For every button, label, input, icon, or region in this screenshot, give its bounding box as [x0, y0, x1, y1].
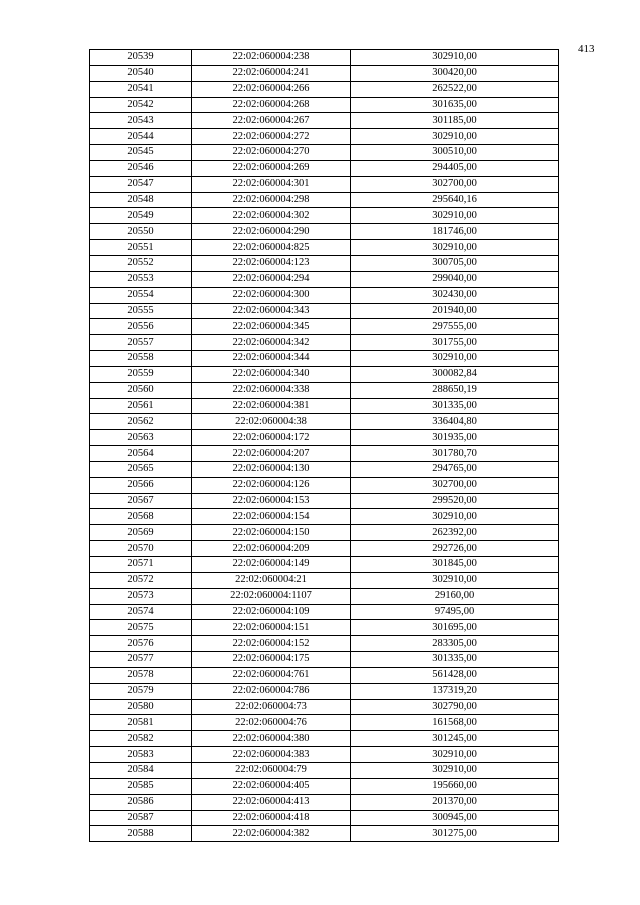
row-number-cell: 20587: [90, 810, 192, 826]
row-number-cell: 20559: [90, 366, 192, 382]
value-cell: 300082,84: [351, 366, 559, 382]
cadastral-number-cell: 22:02:060004:126: [192, 477, 351, 493]
value-cell: 262392,00: [351, 525, 559, 541]
table-row: [90, 271, 559, 287]
row-number-cell: 20576: [90, 636, 192, 652]
cadastral-number-cell: 22:02:060004:340: [192, 366, 351, 382]
row-number-cell: 20581: [90, 715, 192, 731]
value-cell: 161568,00: [351, 715, 559, 731]
cadastral-number-cell: 22:02:060004:338: [192, 382, 351, 398]
row-number-cell: 20545: [90, 145, 192, 161]
value-cell: 302910,00: [351, 240, 559, 256]
cadastral-number-cell: 22:02:060004:343: [192, 303, 351, 319]
row-number-cell: 20547: [90, 176, 192, 192]
row-number-cell: 20549: [90, 208, 192, 224]
table-row: [90, 366, 559, 382]
row-number-cell: 20569: [90, 525, 192, 541]
cadastral-number-cell: 22:02:060004:380: [192, 731, 351, 747]
row-number-cell: 20542: [90, 97, 192, 113]
value-cell: 301245,00: [351, 731, 559, 747]
value-cell: 301845,00: [351, 557, 559, 573]
table-row: [90, 65, 559, 81]
page-number: 413: [578, 43, 595, 55]
row-number-cell: 20548: [90, 192, 192, 208]
value-cell: 301935,00: [351, 430, 559, 446]
table-row: [90, 715, 559, 731]
table-row: [90, 303, 559, 319]
table-row: [90, 762, 559, 778]
value-cell: 300705,00: [351, 255, 559, 271]
row-number-cell: 20573: [90, 588, 192, 604]
cadastral-number-cell: 22:02:060004:209: [192, 541, 351, 557]
row-number-cell: 20552: [90, 255, 192, 271]
cadastral-number-cell: 22:02:060004:1107: [192, 588, 351, 604]
table-row: [90, 525, 559, 541]
row-number-cell: 20588: [90, 826, 192, 842]
cadastral-number-cell: 22:02:060004:123: [192, 255, 351, 271]
cadastral-number-cell: 22:02:060004:345: [192, 319, 351, 335]
table-row: [90, 97, 559, 113]
value-cell: 283305,00: [351, 636, 559, 652]
table-row: [90, 129, 559, 145]
cadastral-number-cell: 22:02:060004:342: [192, 335, 351, 351]
table-row: [90, 382, 559, 398]
value-cell: 195660,00: [351, 778, 559, 794]
cadastral-number-cell: 22:02:060004:300: [192, 287, 351, 303]
row-number-cell: 20574: [90, 604, 192, 620]
table-row: [90, 493, 559, 509]
row-number-cell: 20571: [90, 557, 192, 573]
table-row: [90, 240, 559, 256]
table-row: [90, 557, 559, 573]
cadastral-number-cell: 22:02:060004:302: [192, 208, 351, 224]
cadastral-number-cell: 22:02:060004:268: [192, 97, 351, 113]
value-cell: 301335,00: [351, 652, 559, 668]
row-number-cell: 20543: [90, 113, 192, 129]
table-row: [90, 683, 559, 699]
cadastral-number-cell: 22:02:060004:154: [192, 509, 351, 525]
row-number-cell: 20564: [90, 446, 192, 462]
row-number-cell: 20563: [90, 430, 192, 446]
row-number-cell: 20567: [90, 493, 192, 509]
cadastral-number-cell: 22:02:060004:150: [192, 525, 351, 541]
table-row: [90, 145, 559, 161]
value-cell: 300510,00: [351, 145, 559, 161]
value-cell: 336404,80: [351, 414, 559, 430]
table-row: [90, 509, 559, 525]
table-row: [90, 588, 559, 604]
table-row: [90, 747, 559, 763]
row-number-cell: 20579: [90, 683, 192, 699]
table-row: [90, 620, 559, 636]
value-cell: 301275,00: [351, 826, 559, 842]
value-cell: 29160,00: [351, 588, 559, 604]
row-number-cell: 20541: [90, 81, 192, 97]
cadastral-number-cell: 22:02:060004:418: [192, 810, 351, 826]
row-number-cell: 20544: [90, 129, 192, 145]
row-number-cell: 20582: [90, 731, 192, 747]
row-number-cell: 20546: [90, 160, 192, 176]
value-cell: 262522,00: [351, 81, 559, 97]
table-row: [90, 572, 559, 588]
value-cell: 302910,00: [351, 762, 559, 778]
cadastral-number-cell: 22:02:060004:21: [192, 572, 351, 588]
value-cell: 300420,00: [351, 65, 559, 81]
cadastral-number-cell: 22:02:060004:381: [192, 398, 351, 414]
value-cell: 301335,00: [351, 398, 559, 414]
cadastral-number-cell: 22:02:060004:207: [192, 446, 351, 462]
table-row: [90, 477, 559, 493]
value-cell: 297555,00: [351, 319, 559, 335]
table-row: [90, 81, 559, 97]
row-number-cell: 20568: [90, 509, 192, 525]
row-number-cell: 20539: [90, 50, 192, 66]
cadastral-number-cell: 22:02:060004:153: [192, 493, 351, 509]
value-cell: 294765,00: [351, 461, 559, 477]
cadastral-number-cell: 22:02:060004:301: [192, 176, 351, 192]
value-cell: 302430,00: [351, 287, 559, 303]
value-cell: 561428,00: [351, 667, 559, 683]
row-number-cell: 20565: [90, 461, 192, 477]
row-number-cell: 20572: [90, 572, 192, 588]
cadastral-number-cell: 22:02:060004:238: [192, 50, 351, 66]
table-row: [90, 224, 559, 240]
row-number-cell: 20577: [90, 652, 192, 668]
cadastral-number-cell: 22:02:060004:272: [192, 129, 351, 145]
table-row: [90, 255, 559, 271]
value-cell: 302910,00: [351, 747, 559, 763]
value-cell: 301780,70: [351, 446, 559, 462]
value-cell: 301185,00: [351, 113, 559, 129]
row-number-cell: 20561: [90, 398, 192, 414]
table-row: [90, 176, 559, 192]
row-number-cell: 20562: [90, 414, 192, 430]
row-number-cell: 20555: [90, 303, 192, 319]
cadastral-number-cell: 22:02:060004:266: [192, 81, 351, 97]
cadastral-number-cell: 22:02:060004:109: [192, 604, 351, 620]
table-row: [90, 604, 559, 620]
table-row: [90, 826, 559, 842]
value-cell: 301755,00: [351, 335, 559, 351]
value-cell: 302910,00: [351, 50, 559, 66]
row-number-cell: 20583: [90, 747, 192, 763]
value-cell: 302910,00: [351, 129, 559, 145]
value-cell: 301695,00: [351, 620, 559, 636]
row-number-cell: 20578: [90, 667, 192, 683]
cadastral-number-cell: 22:02:060004:270: [192, 145, 351, 161]
row-number-cell: 20570: [90, 541, 192, 557]
table-row: [90, 414, 559, 430]
row-number-cell: 20584: [90, 762, 192, 778]
table-row: [90, 319, 559, 335]
cadastral-number-cell: 22:02:060004:149: [192, 557, 351, 573]
row-number-cell: 20580: [90, 699, 192, 715]
cadastral-number-cell: 22:02:060004:130: [192, 461, 351, 477]
value-cell: 302910,00: [351, 351, 559, 367]
value-cell: 302700,00: [351, 477, 559, 493]
row-number-cell: 20585: [90, 778, 192, 794]
table-row: [90, 351, 559, 367]
cadastral-number-cell: 22:02:060004:761: [192, 667, 351, 683]
table-row: [90, 430, 559, 446]
cadastral-number-cell: 22:02:060004:413: [192, 794, 351, 810]
table-row: [90, 160, 559, 176]
table-row: [90, 731, 559, 747]
cadastral-number-cell: 22:02:060004:172: [192, 430, 351, 446]
cadastral-number-cell: 22:02:060004:152: [192, 636, 351, 652]
table-row: [90, 541, 559, 557]
table-row: [90, 652, 559, 668]
value-cell: 302910,00: [351, 572, 559, 588]
row-number-cell: 20560: [90, 382, 192, 398]
table-container: [89, 49, 559, 842]
cadastral-number-cell: 22:02:060004:344: [192, 351, 351, 367]
table-row: [90, 335, 559, 351]
cadastral-number-cell: 22:02:060004:73: [192, 699, 351, 715]
table-row: [90, 636, 559, 652]
cadastral-number-cell: 22:02:060004:38: [192, 414, 351, 430]
table-row: [90, 778, 559, 794]
value-cell: 201940,00: [351, 303, 559, 319]
row-number-cell: 20556: [90, 319, 192, 335]
data-table: [89, 49, 559, 842]
value-cell: 301635,00: [351, 97, 559, 113]
cadastral-number-cell: 22:02:060004:382: [192, 826, 351, 842]
row-number-cell: 20558: [90, 351, 192, 367]
row-number-cell: 20553: [90, 271, 192, 287]
row-number-cell: 20554: [90, 287, 192, 303]
cadastral-number-cell: 22:02:060004:76: [192, 715, 351, 731]
value-cell: 292726,00: [351, 541, 559, 557]
row-number-cell: 20575: [90, 620, 192, 636]
value-cell: 300945,00: [351, 810, 559, 826]
cadastral-number-cell: 22:02:060004:175: [192, 652, 351, 668]
table-row: [90, 446, 559, 462]
table-row: [90, 287, 559, 303]
cadastral-number-cell: 22:02:060004:267: [192, 113, 351, 129]
row-number-cell: 20557: [90, 335, 192, 351]
cadastral-number-cell: 22:02:060004:294: [192, 271, 351, 287]
cadastral-number-cell: 22:02:060004:825: [192, 240, 351, 256]
table-row: [90, 667, 559, 683]
row-number-cell: 20540: [90, 65, 192, 81]
value-cell: 201370,00: [351, 794, 559, 810]
table-row: [90, 113, 559, 129]
value-cell: 299520,00: [351, 493, 559, 509]
table-row: [90, 699, 559, 715]
value-cell: 137319,20: [351, 683, 559, 699]
value-cell: 299040,00: [351, 271, 559, 287]
value-cell: 302700,00: [351, 176, 559, 192]
cadastral-number-cell: 22:02:060004:241: [192, 65, 351, 81]
cadastral-number-cell: 22:02:060004:786: [192, 683, 351, 699]
value-cell: 294405,00: [351, 160, 559, 176]
value-cell: 302910,00: [351, 509, 559, 525]
cadastral-number-cell: 22:02:060004:290: [192, 224, 351, 240]
row-number-cell: 20550: [90, 224, 192, 240]
value-cell: 302790,00: [351, 699, 559, 715]
value-cell: 288650,19: [351, 382, 559, 398]
row-number-cell: 20551: [90, 240, 192, 256]
table-row: [90, 398, 559, 414]
cadastral-number-cell: 22:02:060004:151: [192, 620, 351, 636]
cadastral-number-cell: 22:02:060004:79: [192, 762, 351, 778]
cadastral-number-cell: 22:02:060004:298: [192, 192, 351, 208]
table-row: [90, 810, 559, 826]
cadastral-number-cell: 22:02:060004:269: [192, 160, 351, 176]
value-cell: 181746,00: [351, 224, 559, 240]
table-row: [90, 461, 559, 477]
value-cell: 97495,00: [351, 604, 559, 620]
table-body: [90, 50, 559, 842]
value-cell: 295640,16: [351, 192, 559, 208]
cadastral-number-cell: 22:02:060004:383: [192, 747, 351, 763]
row-number-cell: 20586: [90, 794, 192, 810]
table-row: [90, 50, 559, 66]
table-row: [90, 192, 559, 208]
table-row: [90, 208, 559, 224]
cadastral-number-cell: 22:02:060004:405: [192, 778, 351, 794]
table-row: [90, 794, 559, 810]
value-cell: 302910,00: [351, 208, 559, 224]
row-number-cell: 20566: [90, 477, 192, 493]
